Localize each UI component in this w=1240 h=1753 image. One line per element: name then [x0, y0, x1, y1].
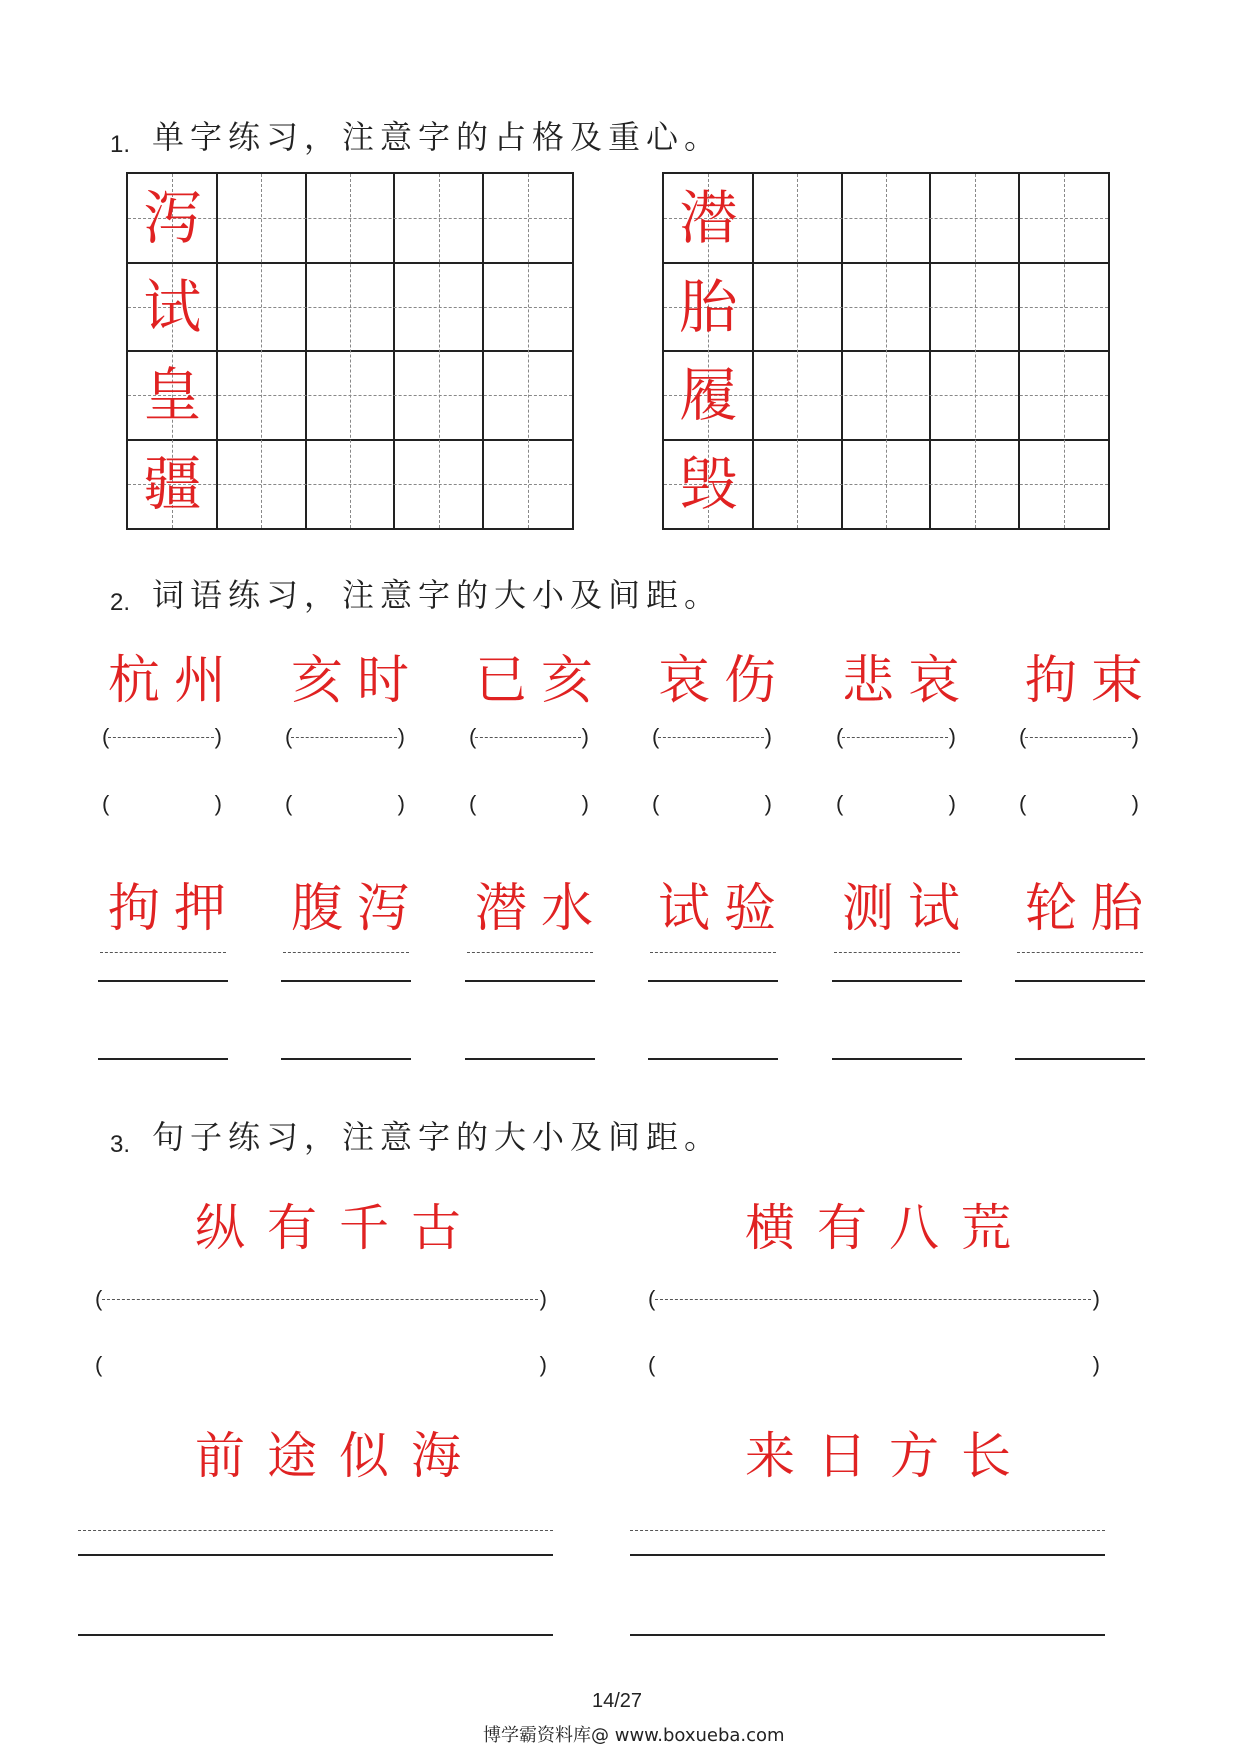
word-row2-4: 试验 — [658, 879, 791, 939]
phrase-1-answer-line — [95, 1350, 547, 1380]
model-character: 试 — [143, 272, 202, 341]
word-row2-5: 测试 — [842, 879, 975, 939]
dashed-guide — [291, 737, 397, 738]
close-paren: ) — [1131, 791, 1139, 816]
word-row2-3: 潜水 — [475, 879, 608, 939]
word-row1-4: 哀伤 — [658, 651, 791, 711]
dashed-guide — [655, 1299, 1091, 1300]
close-paren: ) — [1131, 724, 1139, 749]
model-character: 胎 — [679, 272, 738, 341]
open-paren: ( — [648, 1286, 656, 1311]
model-character: 潜 — [679, 184, 738, 253]
dashed-guide — [1017, 952, 1143, 953]
writing-line — [281, 980, 411, 982]
dashed-guide — [842, 737, 948, 738]
writing-line — [630, 1634, 1105, 1636]
section3-number: 3. — [110, 1131, 131, 1158]
dashed-guide — [100, 952, 226, 953]
open-paren: ( — [469, 724, 477, 749]
writing-line — [648, 980, 778, 982]
word-row1-answer-line — [102, 790, 222, 818]
open-paren: ( — [469, 791, 477, 816]
dashed-guide — [78, 1530, 553, 1531]
close-paren: ) — [1092, 1352, 1100, 1377]
close-paren: ) — [397, 724, 405, 749]
dashed-guide — [650, 952, 776, 953]
left-practice-grid — [126, 172, 574, 530]
close-paren: ) — [581, 724, 589, 749]
open-paren: ( — [836, 791, 844, 816]
close-paren: ) — [539, 1352, 547, 1377]
dashed-guide — [108, 737, 214, 738]
close-paren: ) — [214, 791, 222, 816]
word-row1-answer-line — [836, 790, 956, 818]
writing-line — [1015, 980, 1145, 982]
grid-guide-dash — [797, 174, 798, 528]
dashed-guide — [1025, 737, 1131, 738]
writing-line — [78, 1634, 553, 1636]
phrase-2: 横有八荒 — [745, 1199, 1033, 1257]
word-row1-answer-line — [285, 790, 405, 818]
writing-line — [832, 980, 962, 982]
close-paren: ) — [397, 791, 405, 816]
grid-guide-dash — [1064, 174, 1065, 528]
word-row1-3: 已亥 — [475, 651, 608, 711]
model-character: 泻 — [143, 184, 202, 253]
close-paren: ) — [764, 724, 772, 749]
right-practice-grid — [662, 172, 1110, 530]
grid-guide-dash — [350, 174, 351, 528]
footer-brand: 博学霸资料库@ www.boxueba.com — [483, 1725, 785, 1746]
grid-guide-dash — [975, 174, 976, 528]
dashed-guide — [658, 737, 764, 738]
model-character: 皇 — [143, 361, 202, 430]
dashed-guide — [283, 952, 409, 953]
section2-number: 2. — [110, 589, 131, 616]
close-paren: ) — [214, 724, 222, 749]
section3-title: 句子练习，注意字的大小及间距。 — [152, 1118, 723, 1156]
section3-heading — [110, 1112, 722, 1158]
open-paren: ( — [836, 724, 844, 749]
open-paren: ( — [102, 791, 110, 816]
open-paren: ( — [95, 1286, 103, 1311]
close-paren: ) — [581, 791, 589, 816]
open-paren: ( — [1019, 791, 1027, 816]
dashed-guide — [834, 952, 960, 953]
word-row2-6: 轮胎 — [1025, 879, 1158, 939]
open-paren: ( — [102, 724, 110, 749]
open-paren: ( — [1019, 724, 1027, 749]
writing-line — [98, 1058, 228, 1060]
page-number: 14/27 — [592, 1690, 643, 1712]
writing-line — [281, 1058, 411, 1060]
model-character: 疆 — [143, 449, 202, 518]
writing-line — [465, 1058, 595, 1060]
open-paren: ( — [652, 724, 660, 749]
writing-line — [1015, 1058, 1145, 1060]
section1-heading — [110, 112, 722, 158]
grid-guide-dash — [439, 174, 440, 528]
dashed-guide — [630, 1530, 1105, 1531]
section1-number: 1. — [110, 131, 131, 158]
word-row1-6: 拘束 — [1025, 651, 1158, 711]
phrase-4: 来日方长 — [745, 1427, 1033, 1485]
phrase-3: 前途似海 — [195, 1427, 483, 1485]
section2-heading — [110, 570, 722, 616]
word-row2-1: 拘押 — [108, 879, 241, 939]
word-row1-2: 亥时 — [291, 651, 424, 711]
grid-guide-dash — [261, 174, 262, 528]
writing-line — [648, 1058, 778, 1060]
close-paren: ) — [764, 791, 772, 816]
open-paren: ( — [648, 1352, 656, 1377]
writing-line — [98, 980, 228, 982]
writing-line — [465, 980, 595, 982]
open-paren: ( — [652, 791, 660, 816]
writing-line — [630, 1554, 1105, 1556]
section2-title: 词语练习，注意字的大小及间距。 — [152, 576, 723, 614]
grid-guide-dash — [528, 174, 529, 528]
close-paren: ) — [539, 1286, 547, 1311]
grid-guide-dash — [886, 174, 887, 528]
close-paren: ) — [948, 724, 956, 749]
open-paren: ( — [285, 791, 293, 816]
writing-line — [832, 1058, 962, 1060]
word-row2-2: 腹泻 — [291, 879, 424, 939]
model-character: 毁 — [679, 449, 738, 518]
open-paren: ( — [95, 1352, 103, 1377]
writing-line — [78, 1554, 553, 1556]
word-row1-5: 悲哀 — [842, 651, 975, 711]
phrase-2-answer-line — [648, 1350, 1100, 1380]
word-row1-answer-line — [652, 790, 772, 818]
dashed-guide — [475, 737, 581, 738]
word-row1-answer-line — [1019, 790, 1139, 818]
section1-title: 单字练习，注意字的占格及重心。 — [152, 118, 723, 156]
word-row1-1: 杭州 — [108, 651, 241, 711]
dashed-guide — [467, 952, 593, 953]
word-row1-answer-line — [469, 790, 589, 818]
close-paren: ) — [1092, 1286, 1100, 1311]
model-character: 履 — [679, 361, 738, 430]
phrase-1: 纵有千古 — [195, 1199, 483, 1257]
close-paren: ) — [948, 791, 956, 816]
open-paren: ( — [285, 724, 293, 749]
dashed-guide — [102, 1299, 538, 1300]
